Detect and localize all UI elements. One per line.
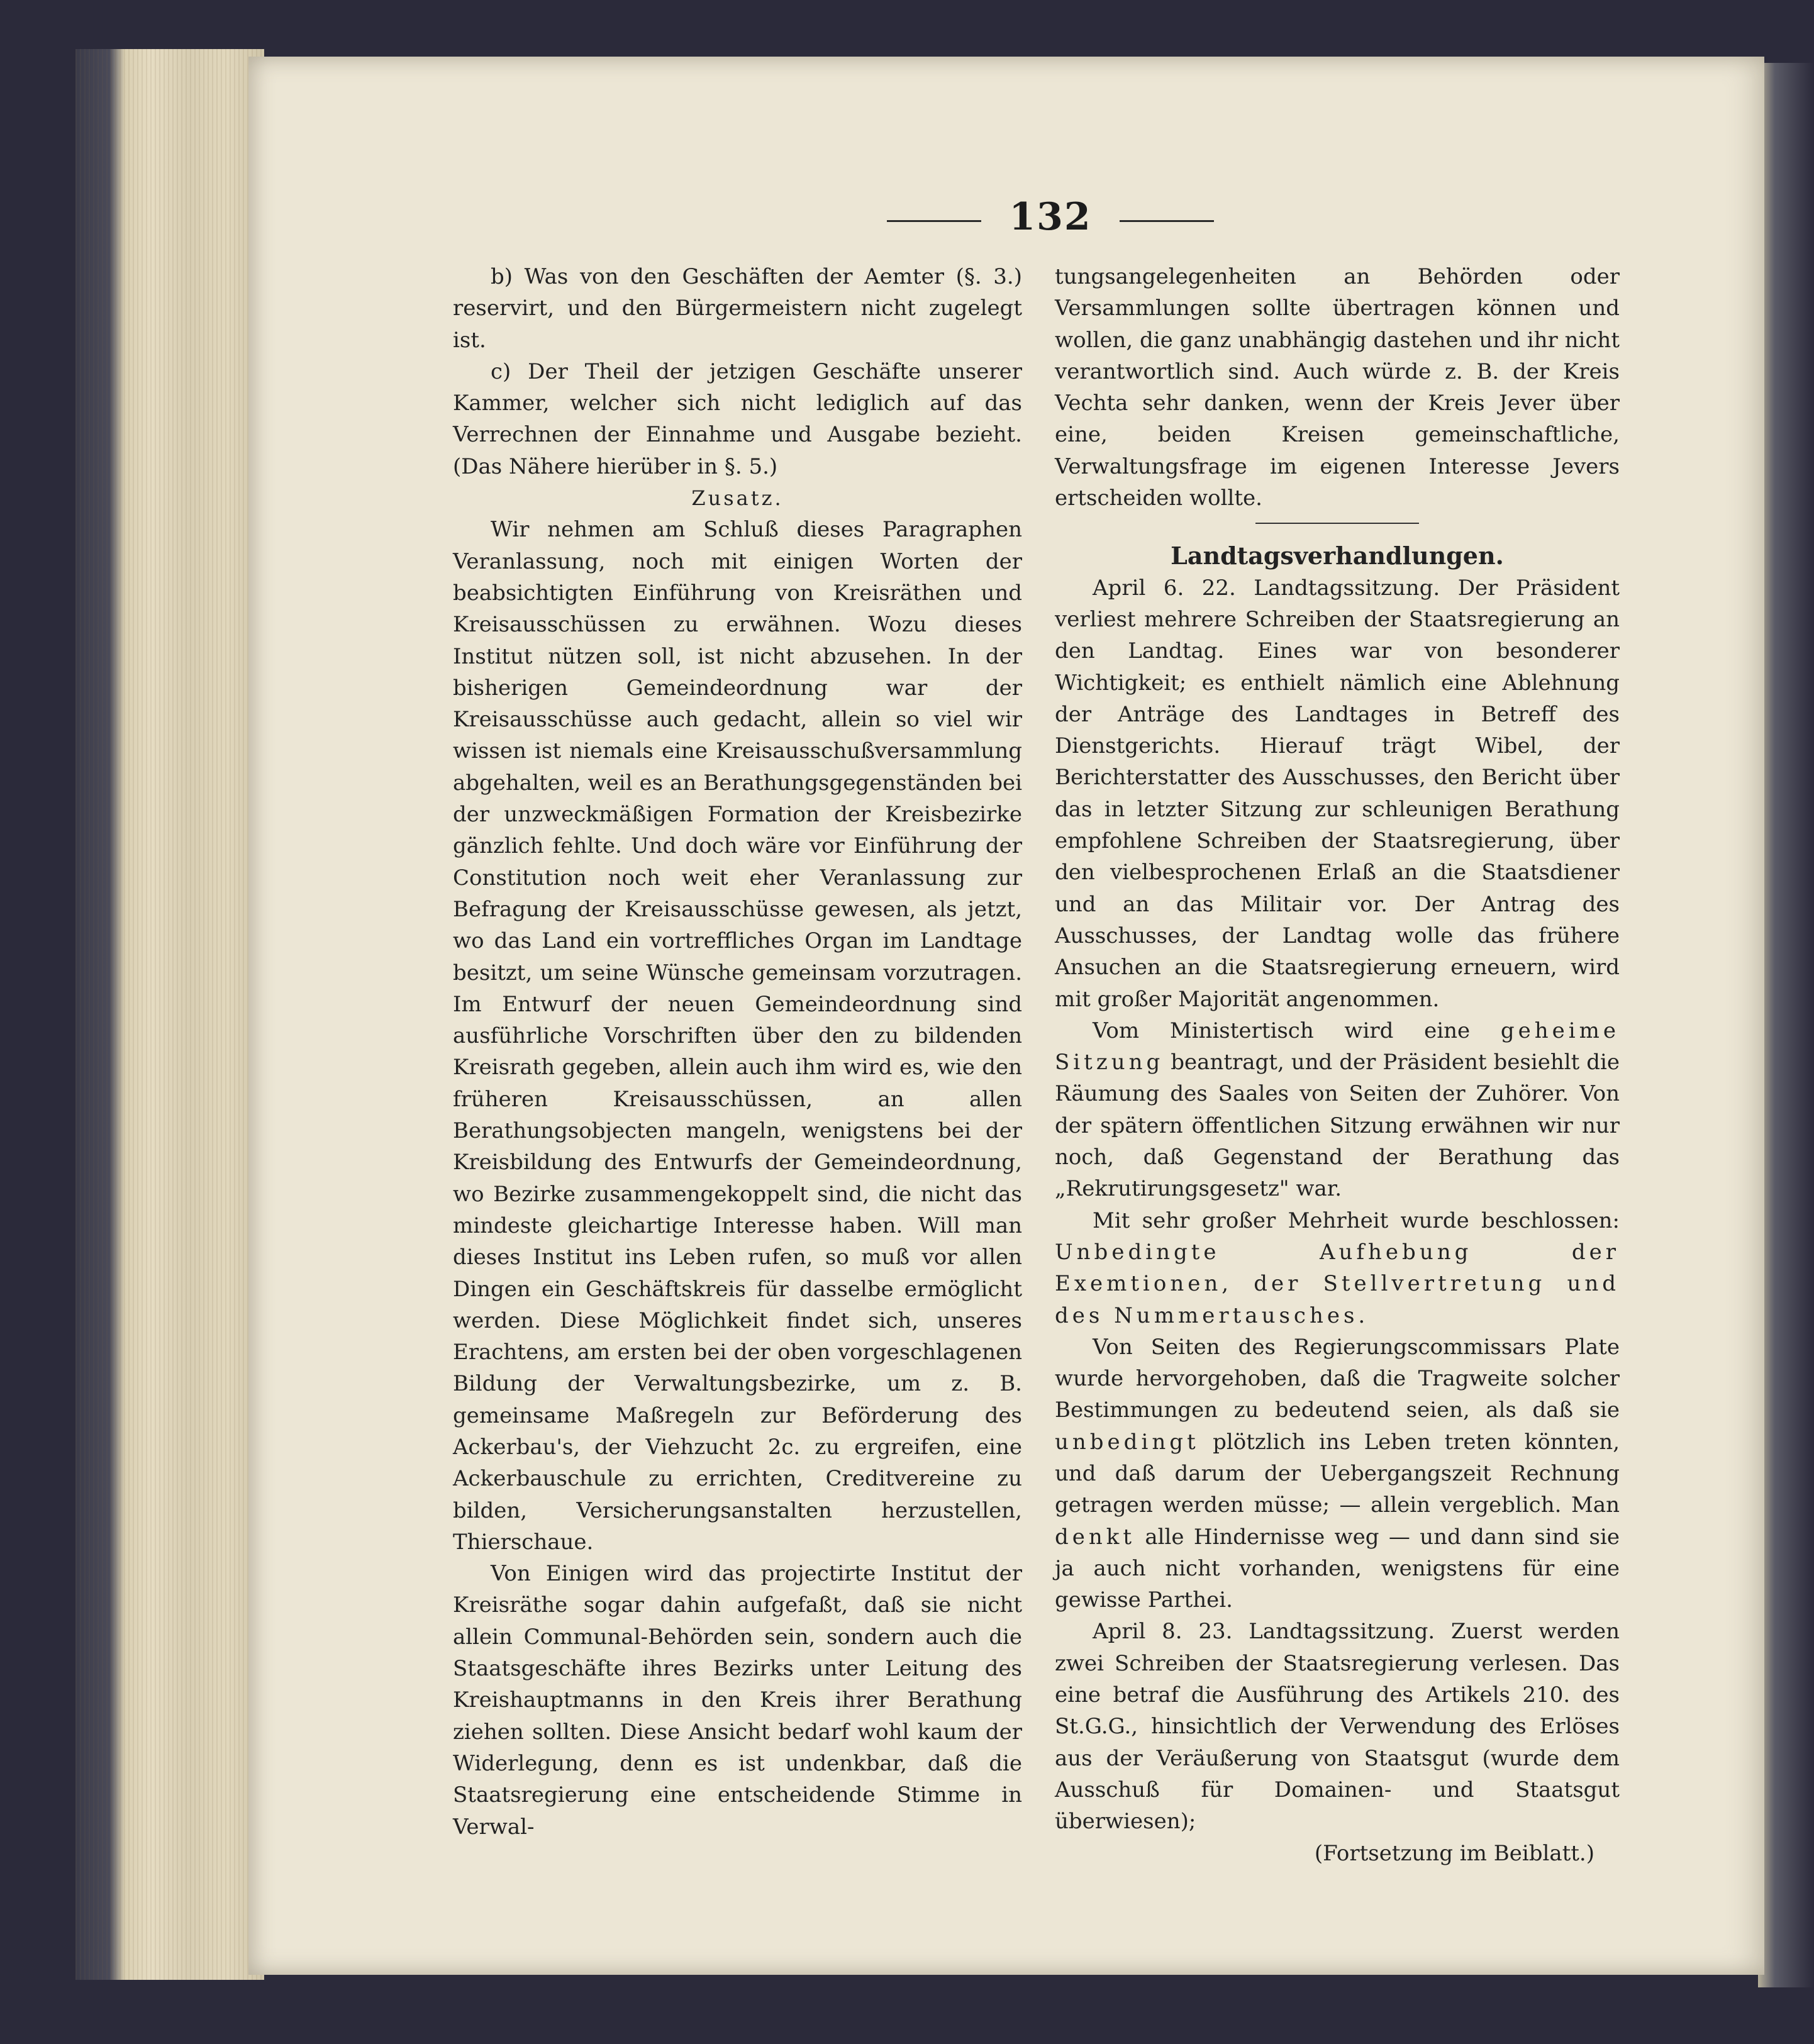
continuation-note: (Fortsetzung im Beiblatt.) xyxy=(1314,1840,1594,1866)
section-title: Landtagsverhandlungen. xyxy=(1171,542,1504,570)
entry-april-8: April 8. 23. Landtagssitzung. Zuerst werden zwei Schreiben der Staatsregierung verlesen. Das eine betraf die Ausführung des Artikels 210. des St.G.G., hinsichtlich der Verwendung des Erlöses aus der Veräußerung von Staatsgut (wurde dem Ausschuß für Domainen- und Staatsgut überwiesen); xyxy=(1055,1619,1620,1835)
paragraph-beschluss xyxy=(1055,1205,1620,1331)
item-b: b) Was von den Geschäften der Aemter (§. 3.) reservirt, und den Bürgermeistern nicht zugelegt ist. xyxy=(453,264,1022,353)
entry-april-6: April 6. 22. Landtagssitzung. Der Präsident verliest mehrere Schreiben der Staatsregierung an den Landtag. Eines war von besonderer Wichtigkeit; es enthielt nämlich eine Ablehnung der Anträge des Landtages in Betreff des Dienstgerichts. Hierauf trägt Wibel, der Berichterstatter des Ausschusses, den Bericht über das in letzter Sitzung zur schleunigen Berathung empfohlene Schreiben der Staatsregierung, über den vielbesprochenen Erlaß an die Staatsdiener und an das Militair vor. Der Antrag des Ausschusses, der Landtag wolle das frühere Ansuchen an die Staatsregierung erneuern, wird mit großer Majorität angenommen. xyxy=(1055,575,1620,1012)
spaced-emphasis: geheime Sitzung xyxy=(1055,1018,1620,1075)
paragraph-communal-behoerden: Von Einigen wird das projectirte Institut der Kreisräthe sogar dahin aufgefaßt, daß sie nicht allein Communal-Behörden sein, sondern auch die Staatsgeschäfte ihres Bezirks unter Leitung des Kreishauptmanns in den Kreis ihrer Berathung ziehen sollten. Diese Ansicht bedarf wohl kaum der Widerlegung, denn es ist undenkbar, daß die Staatsregierung eine entscheidende Stimme in Verwal- xyxy=(453,1561,1022,1840)
text-run: Von Seiten des Regierungscommissars Plate wurde hervorgehoben, daß die Tragweite solcher Bestimmungen zu bedeutend seien, als daß sie xyxy=(1055,1334,1620,1423)
paragraph-geheime-sitzung xyxy=(1055,1015,1620,1205)
text-run: Vom Ministertisch wird eine xyxy=(1093,1018,1501,1043)
paragraph-kreisraethe: Wir nehmen am Schluß dieses Paragraphen Veranlassung, noch mit einigen Worten der beabsichtigten Einführung von Kreisräthen und Kreisausschüssen zu erwähnen. Wozu dieses Institut nützen soll, ist nicht abzusehen. In der bisherigen Gemeindeordnung war der Kreisausschüsse auch gedacht, allein so viel wir wissen ist niemals eine Kreisausschußversammlung abgehalten, weil es an Berathungsgegenständen bei der unzweckmäßigen Formation der Kreisbezirke gänzlich fehlte. Und doch wäre vor Einführung der Constitution noch weit eher Veranlassung zur Befragung der Kreisausschüsse gewesen, als jetzt, wo das Land ein vortreffliches Organ im Landtage besitzt, um seine Wünsche gemeinsam vorzutragen. Im Entwurf der neuen Gemeindeordnung sind ausführliche Vorschriften über den zu bildenden Kreisrath gegeben, allein auch ihm wird es, wie den früheren Kreisausschüssen, an allen Berathungsobjecten mangeln, wenigstens bei der Kreisbildung des Entwurfs der Gemeindeordnung, wo Bezirke zusammengekoppelt sind, die nicht das mindeste gleichartige Interesse haben. Will man dieses Institut ins Leben rufen, so muß vor allen Dingen ein Geschäftskreis für dasselbe ermöglicht werden. Diese Möglichkeit findet sich, unseres Erachtens, am ersten bei der oben vorgeschlagenen Bildung der Verwaltungsbezirke, um z. B. gemeinsame Maßregeln zur Beförderung des Ackerbau's, der Viehzucht 2c. zu ergreifen, eine Ackerbauschule zu errichten, Creditvereine zu bilden, Versicherungsanstalten herzustellen, Thierschaue. xyxy=(453,517,1022,1555)
book-page-edges xyxy=(75,49,264,1980)
text-run: Mit sehr großer Mehrheit wurde beschlossen: xyxy=(1093,1208,1620,1233)
paragraph-continuation: tungsangelegenheiten an Behörden oder Versammlungen sollte übertragen können und wollen, die ganz unabhängig dastehen und ihr nicht verantwortlich sind. Auch würde z. B. der Kreis Vechta sehr danken, wenn der Kreis Jever über eine, beiden Kreisen gemeinschaftliche, Verwaltungsfrage im eigenen Interesse Jevers ertscheiden wollte. xyxy=(1055,264,1620,511)
header-rule-right xyxy=(1120,220,1214,222)
page-number: 132 xyxy=(1009,195,1092,239)
section-divider xyxy=(1255,523,1419,524)
right-column xyxy=(1055,261,1620,1869)
left-column xyxy=(453,261,1022,1843)
book-spine-right xyxy=(1758,63,1814,1987)
spaced-emphasis: denkt xyxy=(1055,1524,1136,1550)
page-header xyxy=(887,189,1214,245)
paragraph-plate xyxy=(1055,1331,1620,1616)
spaced-emphasis: unbedingt xyxy=(1055,1429,1199,1455)
item-c: c) Der Theil der jetzigen Geschäfte unserer Kammer, welcher sich nicht lediglich auf das Verrechnen der Einnahme und Ausgabe bezieht. (Das Nähere hierüber in §. 5.) xyxy=(453,358,1022,479)
spaced-emphasis: Unbedingte Aufhebung der Exemtionen, der Stellvertretung und des Nummertausches. xyxy=(1055,1239,1620,1328)
zusatz-heading: Zusatz. xyxy=(691,486,784,511)
text-run: alle Hindernisse weg — und dann sind sie ja auch nicht vorhanden, wenigstens für eine gewisse Parthei. xyxy=(1055,1524,1620,1613)
text-run: beantragt, und der Präsident besiehlt die Räumung des Saales von Seiten der Zuhörer. Von der spätern öffentlichen Sitzung erwähnen wir nur noch, daß Gegenstand der Berathung das „Rekrutirungsgesetz" war. xyxy=(1055,1050,1620,1202)
text-run: plötzlich ins Leben treten könnten, und daß darum der Uebergangszeit Rechnung getragen werden müsse; — allein vergeblich. Man xyxy=(1055,1429,1620,1518)
